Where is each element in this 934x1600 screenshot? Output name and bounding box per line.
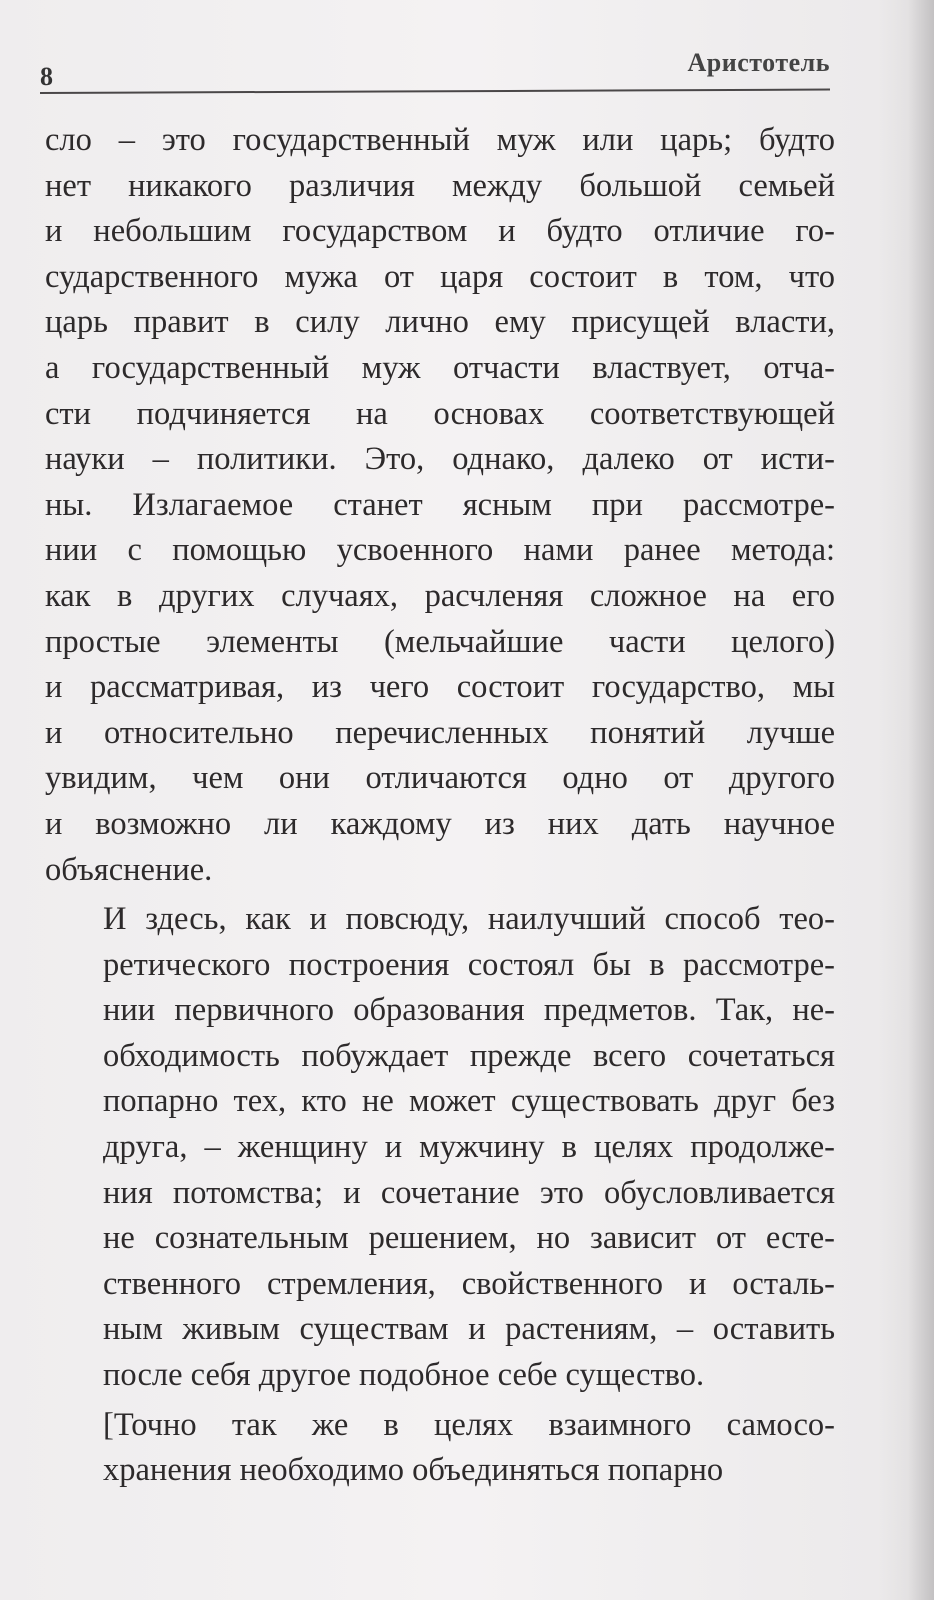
paragraph [45,897,835,1399]
text-line: и небольшим государством и будто отличие го- [45,213,835,250]
text-line: ным живым существам и растениям, – оставить [103,1311,836,1348]
text-line: нии первичного образования предметов. Так, не- [103,992,835,1029]
text-line: нии с помощью усвоенного нами ранее метода: [45,532,836,569]
text-line: как в других случаях, расчленяя сложное на его [45,577,835,614]
running-head: Аристотель [687,48,830,77]
text-line: и возможно ли каждому из них дать научное [45,805,835,842]
text-line: нет никакого различия между большой семьей [45,167,835,204]
text-line: сти подчиняется на основах соответствующей [45,395,835,432]
text-line: ретического построения состоял бы в рассмотре- [103,946,836,983]
text-line: ственного стремления, свойственного и осталь- [103,1265,835,1302]
paragraph [45,118,835,893]
text-line: и рассматривая, из чего состоит государство, мы [45,669,836,706]
text-line: хранения необходимо объединяться попарно [103,1452,724,1489]
text-line: [Точно так же в целях взаимного самосо- [103,1406,835,1443]
paragraph [45,1403,835,1494]
text-line: друга, – женщину и мужчину в целях продолже- [103,1129,836,1166]
text-line: сло – это государственный муж или царь; будто [45,122,835,158]
text-line: ны. Излагаемое станет ясным при рассмотре- [45,486,835,523]
text-line: а государственный муж отчасти властвует, отча- [45,349,835,386]
page-edge-shadow [908,0,934,1600]
text-line: царь правит в силу лично ему присущей власти, [45,304,835,341]
text-line: после себя другое подобное себе существо. [103,1357,705,1394]
text-line: простые элементы (мельчайшие части целого) [45,623,836,660]
text-line: не сознательным решением, но зависит от есте- [103,1220,835,1257]
text-line: ния потомства; и сочетание это обусловливается [103,1174,836,1211]
text-line: И здесь, как и повсюду, наилучший способ тео- [103,901,835,938]
text-line: обходимость побуждает прежде всего сочетаться [103,1037,835,1074]
page-number: 8 [40,62,53,91]
body-text [45,118,835,1494]
text-line: попарно тех, кто не может существовать друг без [103,1083,835,1120]
text-line: и относительно перечисленных понятий лучше [45,714,836,751]
text-line: объяснение. [45,851,213,888]
text-line: науки – политики. Это, однако, далеко от исти- [45,441,836,478]
page-header [40,44,830,94]
text-line: сударственного мужа от царя состоит в том, что [45,258,836,295]
text-line: увидим, чем они отличаются одно от другого [45,760,835,797]
